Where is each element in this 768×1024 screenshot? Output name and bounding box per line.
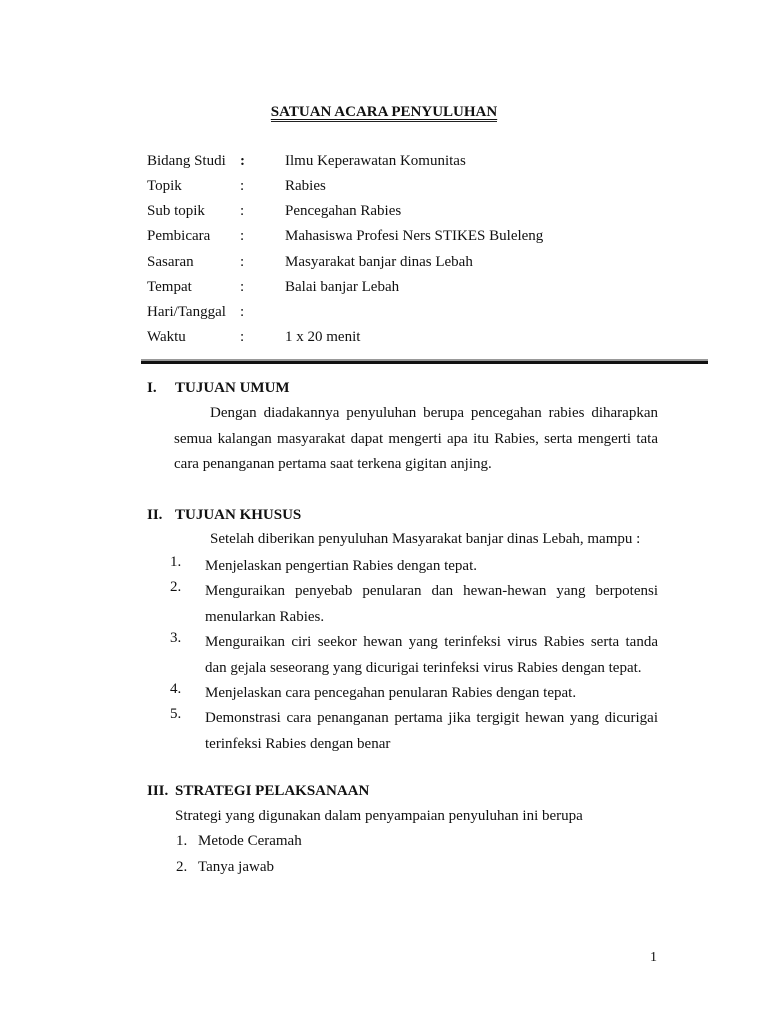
info-label: Sasaran <box>147 254 194 270</box>
list-item-text: Menjelaskan cara pencegahan penularan Rabies dengan tepat. <box>205 685 577 701</box>
section-heading-strategi-pelaksanaan <box>0 783 768 803</box>
info-value: Balai banjar Lebah <box>285 279 400 295</box>
list-item-text: Menguraikan penyebab penularan dan hewan-hewan yang berpotensi menularkan Rabies. <box>205 583 658 625</box>
section-intro: Setelah diberikan penyuluhan Masyarakat banjar dinas Lebah, mampu : <box>210 531 641 547</box>
section-paragraph: Dengan diadakannya penyuluhan berupa pencegahan rabies diharapkan semua kalangan masyarakat dapat mengerti apa itu Rabies, serta mengerti tata cara penanganan pertama saat terkena gigitan anjing. <box>174 405 658 472</box>
info-colon: : <box>240 304 245 320</box>
section-title: TUJUAN KHUSUS <box>175 507 302 523</box>
list-item-number: 2. <box>170 579 182 595</box>
list-item <box>0 833 768 853</box>
info-colon: : <box>240 178 245 194</box>
section-heading-tujuan-umum <box>0 380 768 400</box>
info-value: 1 x 20 menit <box>285 329 361 345</box>
list-item-number: 1. <box>170 554 182 570</box>
section-number: II. <box>147 507 163 523</box>
list-item-number: 5. <box>170 706 182 722</box>
info-colon: : <box>240 228 245 244</box>
info-colon: : <box>240 153 245 169</box>
list-item <box>0 554 768 580</box>
info-label: Topik <box>147 178 182 194</box>
info-value: Mahasiswa Profesi Ners STIKES Buleleng <box>285 228 544 244</box>
info-value: Pencegahan Rabies <box>285 203 402 219</box>
section-heading-tujuan-khusus <box>0 507 768 527</box>
list-item <box>0 681 768 707</box>
section-number: I. <box>147 380 157 396</box>
list-item-text: Menjelaskan pengertian Rabies dengan tepat. <box>205 558 477 574</box>
info-value: Ilmu Keperawatan Komunitas <box>285 153 466 169</box>
section-title: STRATEGI PELAKSANAAN <box>175 783 370 799</box>
section-title: TUJUAN UMUM <box>175 380 290 396</box>
document-title: SATUAN ACARA PENYULUHAN <box>270 104 498 120</box>
info-label: Sub topik <box>147 203 205 219</box>
list-item <box>0 706 768 758</box>
list-item-text: Demonstrasi cara penanganan pertama jika tergigit hewan yang dicurigai terinfeksi Rabies dengan benar <box>205 710 658 752</box>
page-number: 1 <box>650 950 657 965</box>
info-label: Bidang Studi <box>147 153 226 169</box>
list-item-text: Menguraikan ciri seekor hewan yang terinfeksi virus Rabies serta tanda dan gejala seseorang yang dicurigai terinfeksi virus Rabies dengan tepat. <box>205 634 658 676</box>
info-colon: : <box>240 329 245 345</box>
list-item <box>0 630 768 682</box>
info-value: Rabies <box>285 178 326 194</box>
list-item <box>0 579 768 631</box>
info-colon: : <box>240 254 245 270</box>
info-colon: : <box>240 203 245 219</box>
info-colon: : <box>240 279 245 295</box>
list-item-text: Tanya jawab <box>198 859 274 875</box>
info-value: Masyarakat banjar dinas Lebah <box>285 254 473 270</box>
list-item <box>0 859 768 879</box>
list-item-text: Metode Ceramah <box>198 833 302 849</box>
info-label: Pembicara <box>147 228 211 244</box>
list-item-number: 2. <box>176 859 188 875</box>
info-label: Tempat <box>147 279 192 295</box>
list-item-number: 3. <box>170 630 182 646</box>
info-label: Hari/Tanggal <box>147 304 226 320</box>
list-item-number: 4. <box>170 681 182 697</box>
list-item-number: 1. <box>176 833 188 849</box>
header-divider <box>141 359 708 364</box>
section-intro: Strategi yang digunakan dalam penyampaian penyuluhan ini berupa <box>175 808 583 824</box>
info-label: Waktu <box>147 329 186 345</box>
section-number: III. <box>147 783 169 799</box>
